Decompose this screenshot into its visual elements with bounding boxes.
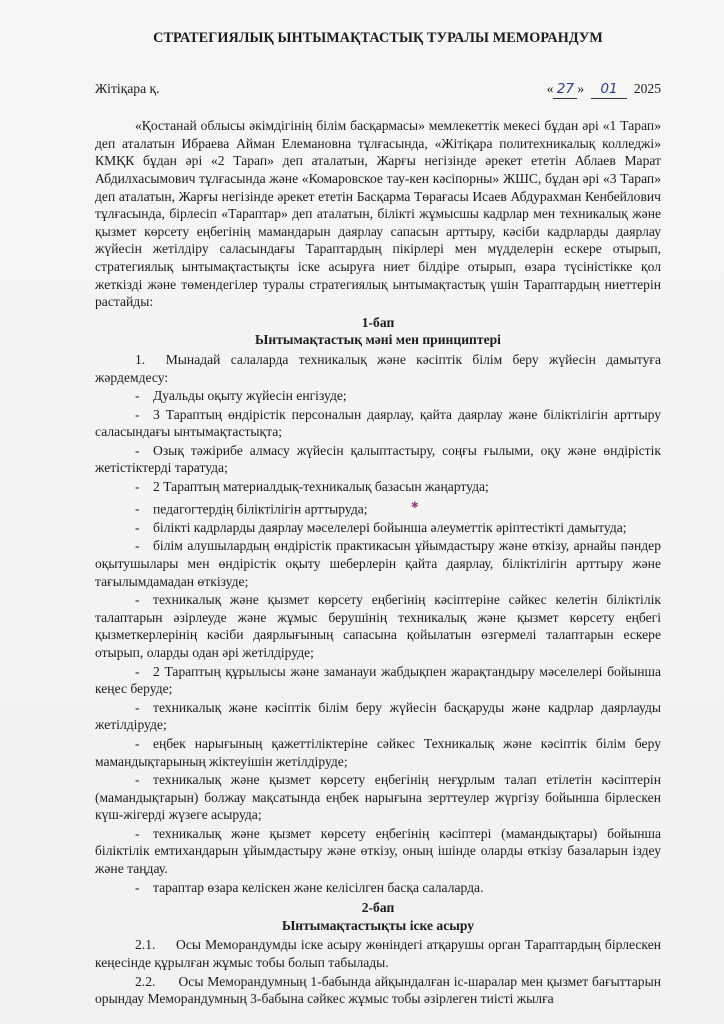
list-item: - еңбек нарығының қажеттіліктеріне сәйкес Техникалық және кәсіптік білім беру мамандықтарының жіктеуішін жетілдіруде; xyxy=(95,735,661,769)
list-item: - Дуальды оқыту жүйесін енгізуде; xyxy=(135,388,347,404)
date-day: 27 xyxy=(553,81,577,100)
list-item: - білікті кадрларды даярлау мәселелері бойынша әлеуметтік әріптестікті дамытуда; xyxy=(135,519,627,535)
date-close-quote: » xyxy=(577,80,585,96)
list-item: - педагогтердің біліктілігін арттыруда; ✱ xyxy=(95,497,661,518)
list-item: - 3 Тараптың өндірістік персоналын даярлау, қайта даярлау және біліктілігін арттыру саласындағы ынтымақтастықта; xyxy=(95,406,661,440)
date xyxy=(547,80,661,100)
list-item: - техникалық және қызмет көрсету еңбегінің кәсіптері (мамандықтары) бойынша біліктілік емтихандарын ұйымдастыру және өткізу, оның ішінде оларды өткізу базаларын іздеу және таңдау. xyxy=(95,825,661,877)
date-open-quote: « xyxy=(546,80,554,96)
list-item: - техникалық және қызмет көрсету еңбегінің неғұрлым талап етілетін кәсіптерін (мамандықтарын) болжау мақсатында еңбек нарығына зерттеулер жүргізу бойынша бірлескен күш-жігерді жүзеге асыруда; xyxy=(95,772,661,823)
list-item: - 2 Тараптың құрылысы және заманауи жабдықпен жарақтандыру мәселелері бойынша кеңес беруде; xyxy=(95,663,661,697)
list-item: - Озық тәжірибе алмасу жүйесін қалыптастыру, соңғы ғылыми, оқу және өндірістік жетістіктерді таратуда; xyxy=(95,442,661,476)
ink-mark-icon: ✱ xyxy=(411,499,419,510)
date-month: 01 xyxy=(591,81,627,100)
date-year: 2025 xyxy=(633,80,661,96)
chapter2-item: 2.1. Осы Меморандумды іске асыру жөніндегі атқарушы орган Тараптардың бірлескен кеңесінде құрылған жұмыс тобы болып табылады. xyxy=(95,937,661,971)
intro-paragraph: «Қостанай облысы әкімдігінің білім басқармасы» мемлекеттік мекесі бұдан әрі «1 Тарап» деп аталатын Ибраева Айман Елемановна тұлғасында, «Жітіқара политехникалық колледжі» КМҚК бұдан әрі «2 Тарап» деп аталатын, Жарғы негізінде әрекет ететін Аблаев Марат Абдилхасымович тұлғасында және «Комаровское тау-кен кәсіпорны» ЖШС, бұдан әрі «3 Тарап» деп аталатын, Жарғы негізінде әрекет ететін Басқарма Төрағасы Исаев Абдурахман Кенбейлович тұлғасында, бірлесіп «Тараптар» деп аталатын, білікті жұмысшы кадрлар мен техникалық және қызмет көрсету еңбегінің мамандарын даярлау сапасын арттыру, кәсіби кадрларды даярлау жүйесін жетілдіру саласындағы Тараптардың пікірлері мен мүдделерін ескере отырып, стратегиялық ынтымақтастықты іске асыруға ниет білдіре отырып, өзара түсіністікке қол жеткізді және төмендегілер туралы стратегиялық ынтымақтастық үшін Тараптардың ниеттерін растайды: xyxy=(95,118,661,310)
chapter2-title: Ынтымақтастықты іске асыру xyxy=(281,917,475,933)
list-item: - 2 Тараптың материалдық-техникалық базасын жаңартуда; xyxy=(135,479,489,495)
document-title: СТРАТЕГИЯЛЫҚ ЫНТЫМАҚТАСТЫҚ ТУРАЛЫ МЕМОРАНДУМ xyxy=(153,30,603,46)
chapter2-item: 2.2. Осы Меморандумның 1-бабында айқындалған іс-шаралар мен қызмет бағыттарын орындау Меморандумның 3-бабына сәйкес жұмыс тобы әзірлеген тиісті жылға xyxy=(95,973,661,1007)
list-item: - техникалық және кәсіптік білім беру жүйесін басқаруды және кадрлар даярлауды жетілдіруде; xyxy=(95,699,661,733)
chapter1-number: 1-бап xyxy=(361,314,395,330)
chapter1-item1: 1. Мынадай салаларда техникалық және кәсіптік білім беру жүйесін дамытуға жәрдемдесу: xyxy=(95,351,661,385)
list-item: - тараптар өзара келіскен және келісілген басқа салаларда. xyxy=(135,879,484,895)
chapter1-title: Ынтымақтастық мәні мен принциптері xyxy=(255,332,501,348)
chapter2-number: 2-бап xyxy=(361,900,395,916)
list-item: - техникалық және қызмет көрсету еңбегінің кәсіптеріне сәйкес келетін біліктілік талаптарын әзірлеуде және жұмыс берушінің техникалық және қызмет көрсету еңбегі қызметкерлерінің кәсіби даярлығының сапасына қойылатын өзгермелі талаптарын ескере отырып, оларды одан әрі жетілдіруде; xyxy=(95,592,661,660)
place-date-line xyxy=(95,80,661,100)
place: Жітіқара қ. xyxy=(95,80,160,96)
memorandum-content xyxy=(95,30,661,1009)
list-item: - білім алушылардың өндірістік практикасын ұйымдастыру және өткізу, арнайы пәндер оқытушылары мен өндірістік оқыту шеберлерін қайта даярлау, біліктілігін арттыру және тағылымдамадан өткізуде; xyxy=(95,538,661,589)
